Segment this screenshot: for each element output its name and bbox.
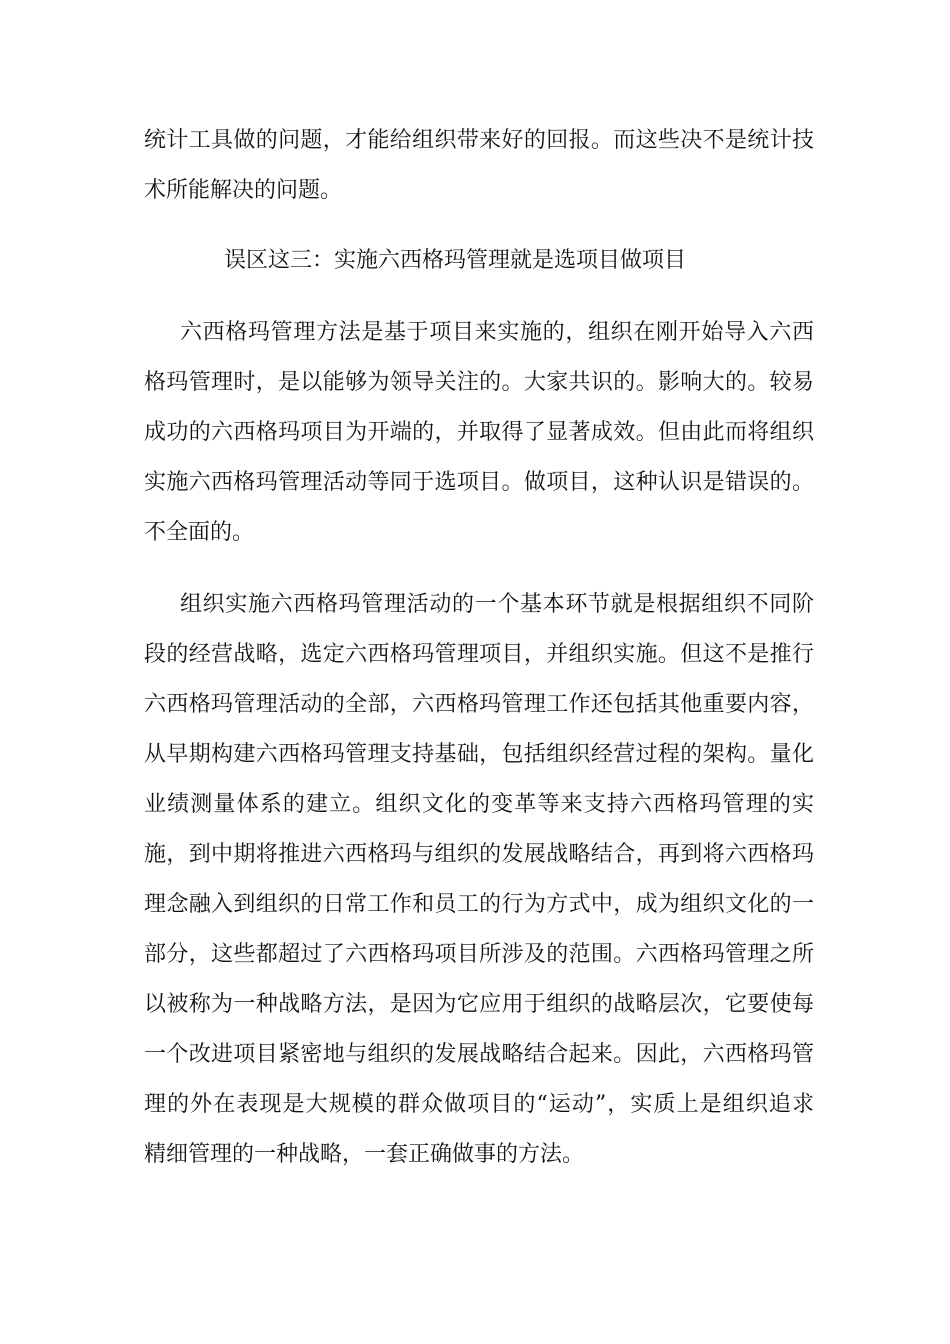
- paragraph-2-line-12: 精细管理的一种战略，一套正确做事的方法。: [144, 1142, 585, 1167]
- paragraph-1-line-5: 不全面的。: [144, 520, 255, 545]
- paragraph-2-line-4: 从早期构建六西格玛管理支持基础，包括组织经营过程的架构。量化: [144, 742, 814, 767]
- intro-line-1: 统计工具做的问题，才能给组织带来好的回报。而这些决不是统计技: [144, 128, 814, 153]
- paragraph-2-line-3: 六西格玛管理活动的全部，六西格玛管理工作还包括其他重要内容，: [144, 692, 814, 717]
- paragraph-2-line-10: 一个改进项目紧密地与组织的发展战略结合起来。因此，六西格玛管: [144, 1042, 814, 1067]
- paragraph-2-line-1: 组织实施六西格玛管理活动的一个基本环节就是根据组织不同阶: [180, 592, 814, 617]
- intro-line-2: 术所能解决的问题。: [144, 178, 343, 203]
- paragraph-2-line-7: 理念融入到组织的日常工作和员工的行为方式中，成为组织文化的一: [144, 892, 814, 917]
- paragraph-1-line-1: 六西格玛管理方法是基于项目来实施的，组织在刚开始导入六西: [180, 320, 814, 345]
- paragraph-2-line-8: 部分，这些都超过了六西格玛项目所涉及的范围。六西格玛管理之所: [144, 942, 814, 967]
- paragraph-2-line-5: 业绩测量体系的建立。组织文化的变革等来支持六西格玛管理的实: [144, 792, 814, 817]
- paragraph-2-line-6: 施，到中期将推进六西格玛与组织的发展战略结合，再到将六西格玛: [144, 842, 814, 867]
- paragraph-1-line-3: 成功的六西格玛项目为开端的，并取得了显著成效。但由此而将组织: [144, 420, 814, 445]
- paragraph-2-line-2: 段的经营战略，选定六西格玛管理项目，并组织实施。但这不是推行: [144, 642, 814, 667]
- paragraph-1-line-2: 格玛管理时，是以能够为领导关注的。大家共识的。影响大的。较易: [144, 370, 814, 395]
- paragraph-1-line-4: 实施六西格玛管理活动等同于选项目。做项目，这种认识是错误的。: [144, 470, 814, 495]
- paragraph-2-line-11: 理的外在表现是大规模的群众做项目的“运动”，实质上是组织追求: [144, 1092, 814, 1117]
- section-heading: 误区这三：实施六西格玛管理就是选项目做项目: [224, 248, 687, 273]
- paragraph-2-line-9: 以被称为一种战略方法，是因为它应用于组织的战略层次，它要使每: [144, 992, 814, 1017]
